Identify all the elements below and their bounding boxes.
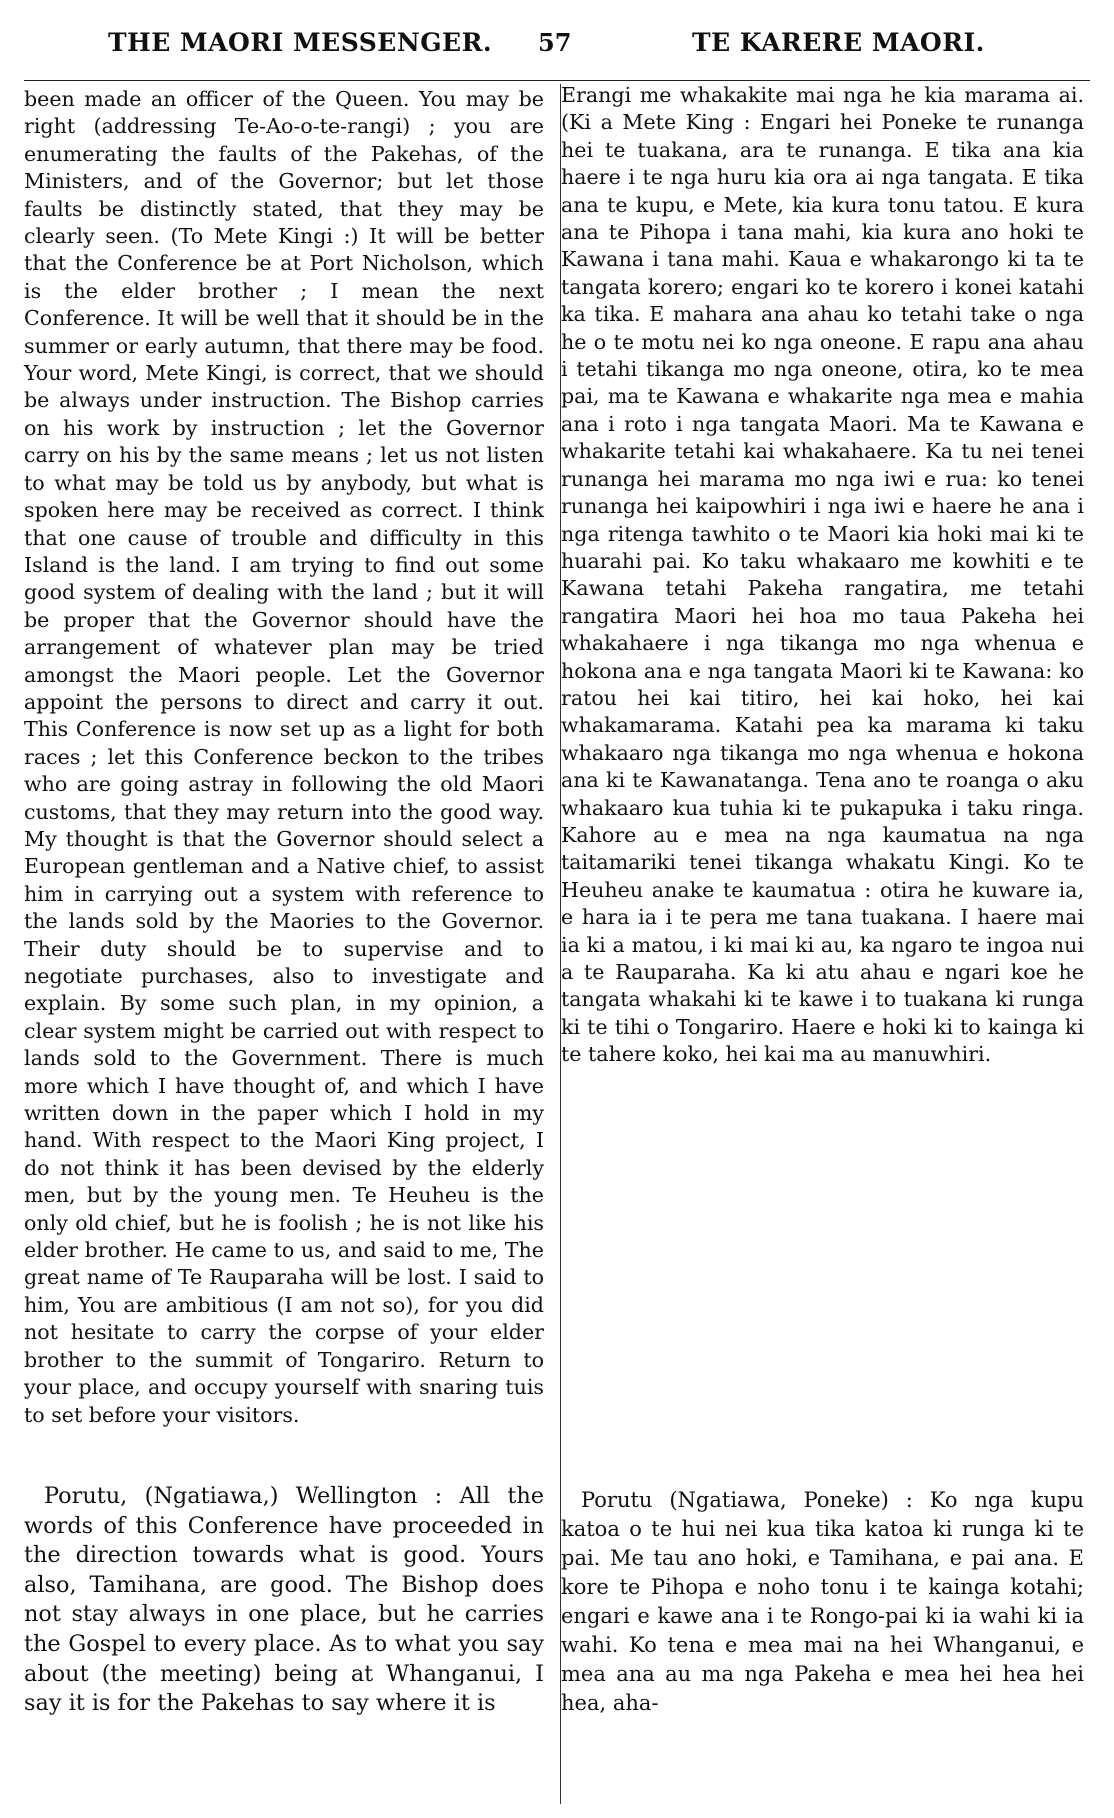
masthead-maori-title: TE KARERE MAORI. bbox=[692, 28, 985, 57]
maori-paragraph-2: Porutu (Ngatiawa, Poneke) : Ko nga kupu katoa o te hui nei kua tika katoa ki runga ki te pai. Me tau ano hoki, e Tamihana, e pai ana. E kore te Pihopa e noho tonu i te kainga kotahi; engari e kawe ana i te Rongo-pai ki ia wahi ki ia wahi. Ko tena e mea mai na hei Whanganui, e mea ana au ma nga Pakeha e mea hei hea hei hea, aha- bbox=[561, 1488, 1084, 1715]
page-number: 57 bbox=[538, 28, 572, 57]
english-column bbox=[24, 86, 544, 1429]
maori-column bbox=[561, 82, 1084, 1069]
maori-paragraph-1: Erangi me whakakite mai nga he kia marama ai. (Ki a Mete King : Engari hei Poneke te runanga hei te tuakana, ara te runanga. E tika ana kia haere i te nga huru kia ora ai nga tangata. E tika ana te kupu, e Mete, kia kura tonu tatou. E kura ana te Pihopa i tana mahi, kia kura ano hoki te Kawana i tana mahi. Kaua e whakarongo ki ta te tangata korero; engari ko te korero i konei katahi ka tika. E mahara ana ahau ko tetahi take o nga he o te motu nei ko nga oneone. E rapu ana ahau i tetahi tikanga mo nga oneone, otira, ko te mea pai, ma te Kawana e whakarite nga mea e mahia ana i roto i nga tangata Maori. Ma te Kawana e whakarite tetahi kai whakahaere. Ka tu nei tenei runanga hei marama mo nga iwi e rua: ko tenei runanga hei kaipowhiri i nga iwi e haere he ana i nga ritenga tawhito o te Maori kia hoki mai ki te huarahi pai. Ko taku whakaaro me kowhiti e te Kawana tetahi Pakeha rangatira, me tetahi rangatira Maori hei hoa mo taua Pakeha hei whakahaere i nga tikanga mo nga whenua e hokona ana e nga tangata Maori ki te Kawana: ko ratou hei kai titiro, hei kai hoko, hei kai whakamarama. Katahi pea ka marama ki taku whakaaro nga tikanga mo nga whenua e hokona ana ki te Kawanatanga. Tena ano te roanga o aku whakaaro kua tuhia ki te pukapuka i taku ringa. Kahore au e mea na nga kaumatua na nga taitamariki tenei tikanga whakatu Kingi. Ko te Heuheu anake te kaumatua : otira he kuware ia, e hara ia i te pera me tana tuakana. I haere mai ia ki a matou, i ki mai ki au, ka ngaro te ingoa nui a te Rauparaha. Ka ki atu ahau e ngari koe he tangata whakahi ki te kawe i to tuakana ki runga ki te tihi o Tongariro. Haere e hoki ki to kainga ki te tahere koko, hei kai ma au manuwhiri. bbox=[561, 83, 1084, 1067]
header-rule bbox=[24, 80, 1090, 81]
maori-column-porutu bbox=[561, 1486, 1084, 1718]
masthead-english-title: THE MAORI MESSENGER. bbox=[108, 28, 493, 57]
masthead bbox=[0, 0, 1114, 70]
english-paragraph-1: been made an officer of the Queen. You may be right (addressing Te-Ao-o-te-rangi) ; you are enumerating the faults of the Pakehas, of the Ministers, and of the Governor; but let those faults be distinctly stated, that they may be clearly seen. (To Mete Kingi :) It will be better that the Conference be at Port Nicholson, which is the elder brother ; I mean the next Conference. It will be well that it should be in the summer or early autumn, that there may be food. Your word, Mete Kingi, is correct, that we should be always under instruction. The Bishop carries on his work by instruction ; let the Governor carry on his by the same means ; let us not listen to what may be told us by anybody, but what is spoken here may be received as correct. I think that one cause of trouble and difficulty in this Island is the land. I am trying to find out some good system of dealing with the land ; but it will be proper that the Governor should have the arrangement of whatever plan may be tried amongst the Maori people. Let the Governor appoint the persons to direct and carry it out. This Conference is now set up as a light for both races ; let this Conference beckon to the tribes who are going astray in following the old Maori customs, that they may return into the good way. My thought is that the Governor should select a European gentleman and a Native chief, to assist him in carrying out a system with reference to the lands sold by the Maories to the Governor. Their duty should be to supervise and to negotiate purchases, also to investigate and explain. By some such plan, in my opinion, a clear system might be carried out with respect to lands sold to the Government. There is much more which I have thought of, and which I have written down in the paper which I hold in my hand. With respect to the Maori King project, I do not think it has been devised by the elderly men, but by the young men. Te Heuheu is the only old chief, but he is foolish ; he is not like his elder brother. He came to us, and said to me, The great name of Te Rauparaha will be lost. I said to him, You are ambitious (I am not so), for you did not hesitate to carry the corpse of your elder brother to the summit of Tongariro. Return to your place, and occupy yourself with snaring tuis to set before your visitors. bbox=[24, 87, 544, 1427]
english-paragraph-2: Porutu, (Ngatiawa,) Wellington : All the words of this Conference have proceeded in the direction towards what is good. Yours also, Tamihana, are good. The Bishop does not stay always in one place, but he carries the Gospel to every place. As to what you say about (the meeting) being at Whanganui, I say it is for the Pakehas to say where it is bbox=[24, 1483, 544, 1717]
english-column-porutu bbox=[24, 1482, 544, 1719]
